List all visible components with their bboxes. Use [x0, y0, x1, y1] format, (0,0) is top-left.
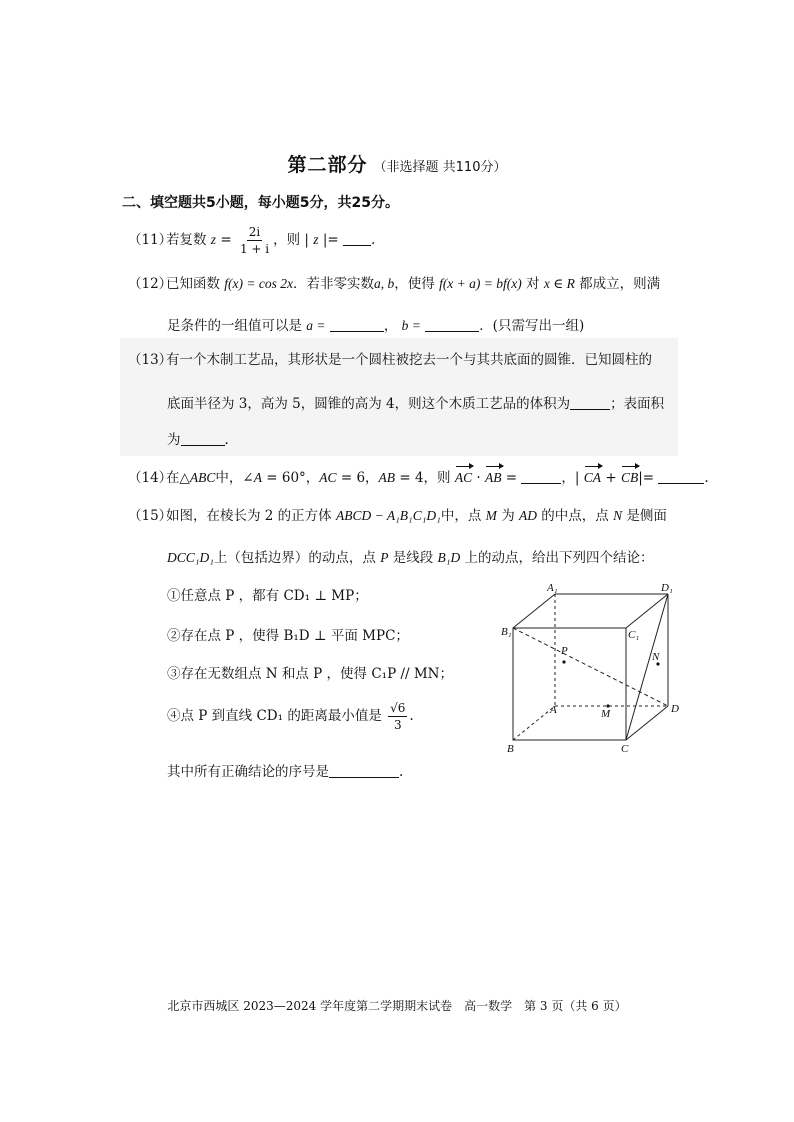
q14-text-i: = 4，则 [399, 470, 451, 486]
fraction-denominator: 3 [393, 718, 402, 732]
label-a1: A₁ [547, 582, 558, 594]
q12-equation: f(x + a) = bf(x) [439, 276, 522, 291]
q14-ac: AC [319, 470, 337, 485]
fraction-numerator: √6 [390, 701, 406, 715]
q14-text-c: 中，∠ [215, 470, 254, 486]
q14-dot: · [476, 470, 481, 486]
q13-text-4: 为 [167, 432, 181, 448]
q13-text-3: ；表面积 [610, 396, 665, 412]
vector-ac: AC [455, 468, 472, 488]
label-b1: B₁ [501, 626, 512, 638]
question-15-line-2 [167, 546, 654, 566]
edge-b1-a1 [513, 594, 555, 628]
q11-var: z [210, 232, 217, 247]
edge-b-a [513, 706, 555, 740]
q13-text-2: 底面半径为 3，高为 5，圆锥的高为 4，则这个木质工艺品的体积为 [167, 396, 571, 412]
conclusion-2: ②存在点 P ，使得 B₁D ⊥ 平面 MPC； [167, 628, 409, 644]
conclusion-4 [167, 700, 414, 733]
q13-text-1: 有一个木制工艺品，其形状是一个圆柱被挖去一个与其共底面的圆锥．已知圆柱的 [166, 352, 652, 368]
q12-a-blank[interactable] [330, 317, 384, 332]
conclusion-3: ③存在无数组点 N 和点 P ，使得 C₁P // MN； [167, 666, 453, 682]
q15-cube-name: ABCD − A₁B₁C₁D₁ [335, 508, 441, 523]
q15-text-8: 上的动点，给出下列四个结论： [464, 550, 654, 566]
q14-eq: = [505, 470, 518, 486]
q15-answer-blank[interactable] [329, 763, 399, 778]
q13-volume-blank[interactable] [570, 395, 610, 410]
edge-c1-d1 [626, 594, 668, 628]
front-face [513, 628, 626, 740]
q14-dot-product-blank[interactable] [521, 469, 561, 484]
q12-b-blank[interactable] [425, 317, 479, 332]
edge-c-d [626, 706, 668, 740]
conclusion-4-fraction [388, 700, 407, 733]
q13-area-blank[interactable] [181, 431, 225, 446]
question-number: （13） [128, 352, 173, 368]
q14-text-g: = 6， [340, 470, 379, 486]
q15-text-5: 是侧面 [626, 508, 667, 524]
q15-final-prompt [167, 760, 403, 780]
q11-denominator: 1 + i [239, 242, 270, 256]
section-heading: 二、填空题共5小题，每小题5分，共25分。 [122, 195, 399, 211]
label-d1: D₁ [661, 582, 673, 594]
segment-c-d1 [626, 594, 668, 740]
q12-vars: a, b [374, 276, 395, 291]
q11-text: 若复数 [166, 232, 207, 248]
q14-angle: A [253, 470, 262, 485]
q12-text-5: 都成立，则满 [579, 276, 661, 292]
q12-comma: ， [383, 318, 398, 334]
q12-text-1: 已知函数 [166, 276, 220, 292]
label-p: P [561, 645, 568, 657]
q15-segment: B₁D [437, 550, 461, 565]
part-subtitle: （非选择题 共110分） [373, 160, 507, 175]
question-13 [128, 350, 652, 370]
q15-final-end: . [399, 764, 404, 780]
q15-ad: AD [519, 508, 537, 523]
label-c: C [621, 743, 629, 755]
q14-text-e: = 60°， [266, 470, 320, 486]
vector-cb: CB [621, 468, 638, 488]
q12-a-label: a = [306, 318, 326, 333]
q15-text-6: 上（包括边界）的动点，点 [213, 550, 376, 566]
q12-text-3: ，使得 [394, 276, 435, 292]
q15-final-text: 其中所有正确结论的序号是 [167, 764, 329, 780]
q12-function: f(x) = cos 2x [224, 276, 294, 291]
q11-eq: = [327, 232, 339, 248]
question-13-line-3 [167, 428, 229, 448]
part-title: 第二部分 [287, 154, 368, 176]
q13-text-5: . [224, 432, 229, 448]
question-12 [128, 274, 660, 294]
q12-b-label: b = [401, 318, 421, 333]
q14-ab: AB [378, 470, 396, 485]
page-title [0, 150, 794, 177]
q14-triangle: ABC [189, 470, 216, 485]
question-12-line-2 [167, 314, 584, 334]
question-11: （11）若复数 z = $\frac{2i}{1 + i}$ ，则 | z |= . [128, 225, 376, 256]
segment-b1-d [513, 628, 668, 706]
question-number: （12） [128, 276, 173, 292]
conclusion-4-end: . [409, 708, 414, 724]
label-a: A [550, 704, 557, 716]
conclusion-4-text: ④点 P 到直线 CD₁ 的距离最小值是 [167, 708, 382, 724]
question-13-line-2 [167, 392, 664, 412]
q15-face: DCC₁D₁ [167, 550, 214, 565]
q14-close: |= [638, 470, 655, 486]
q15-text-4: 的中点，点 [541, 508, 609, 524]
vector-ca: CA [584, 468, 601, 488]
question-number: （15） [128, 508, 173, 524]
q15-m: M [485, 508, 497, 523]
q11-tail: ，则 [273, 232, 301, 248]
q14-magnitude-blank[interactable] [658, 469, 704, 484]
q12-note: ．(只需写出一组) [479, 318, 585, 334]
q12-text-4: 对 [526, 276, 540, 292]
page-footer: 北京市西城区 2023—2024 学年度第二学期期末试卷 高一数学 第 3 页（共 6 页） [167, 999, 627, 1013]
label-n: N [652, 651, 660, 663]
q12-text-6: 足条件的一组值可以是 [167, 318, 302, 334]
conclusion-1: ①任意点 P ，都有 CD₁ ⊥ MP； [167, 588, 368, 604]
label-m: M [601, 708, 611, 720]
q14-plus: + [605, 470, 617, 486]
q15-text-7: 是线段 [392, 550, 434, 566]
q12-domain: x ∈ R [543, 276, 575, 291]
q15-text-2: 中，点 [440, 508, 482, 524]
q14-sep: ，| [561, 470, 580, 486]
label-c1: C₁ [628, 629, 640, 641]
q11-numerator: 2i [248, 225, 261, 239]
q15-n: N [613, 508, 623, 523]
vector-ab: AB [485, 468, 502, 488]
q15-p: P [380, 550, 389, 565]
label-d: D [671, 703, 679, 715]
q14-end: . [704, 470, 709, 486]
question-number: （11） [128, 232, 173, 248]
q11-answer-blank[interactable] [343, 231, 371, 246]
question-14 [128, 468, 709, 488]
q14-text-a: 在△ [166, 470, 190, 486]
q15-text-1: 如图，在棱长为 2 的正方体 [166, 508, 332, 524]
point-p-dot [562, 660, 565, 663]
question-15 [128, 506, 667, 526]
q12-text-2: ．若非零实数 [293, 276, 375, 292]
cube-diagram [497, 578, 687, 758]
label-b: B [507, 743, 514, 755]
q11-fraction [238, 224, 271, 257]
q11-abs-var: z [313, 232, 319, 247]
question-number: （14） [128, 470, 173, 486]
q15-text-3: 为 [501, 508, 515, 524]
